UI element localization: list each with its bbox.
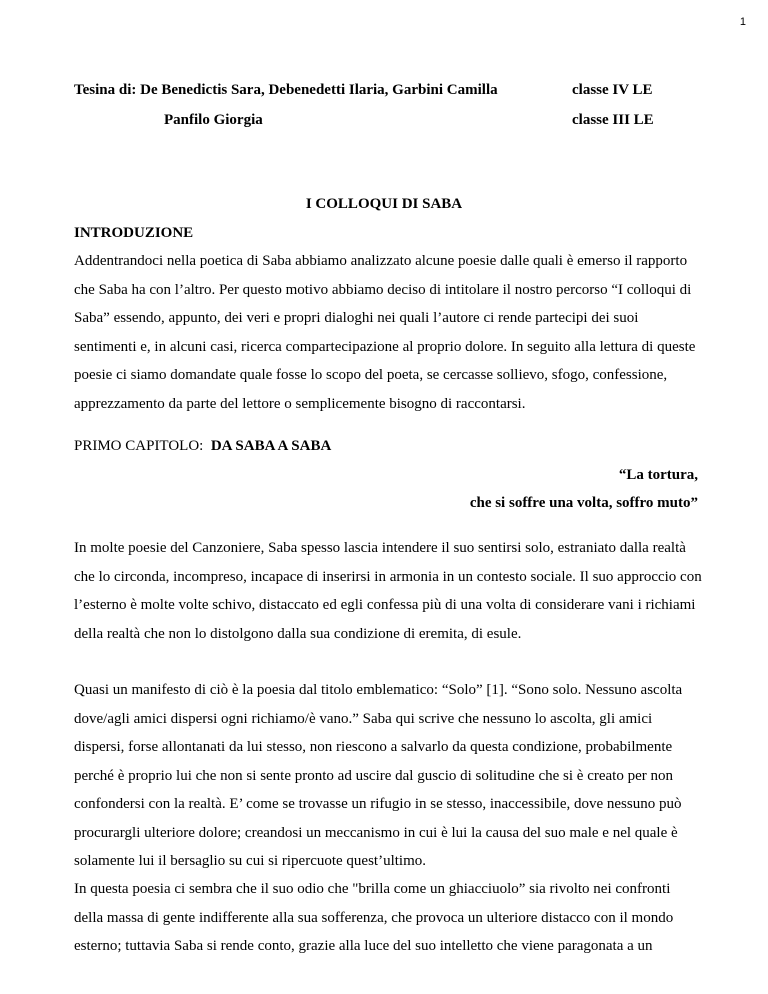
chapter-paragraph-3: In questa poesia ci sembra che il suo odio che "brilla come un ghiacciuolo” sia rivolto nei confronti della massa di gente indifferente alla sua sofferenza, che provoca un ulteriore distacco con il mondo esterno; tuttavia Saba si rende conto, grazie alla luce del suo intelletto che viene paragonata a un <box>74 881 674 954</box>
class-line-1: classe IV LE <box>572 82 653 98</box>
document-title: I COLLOQUI DI SABA <box>305 196 463 212</box>
class-line-2: classe III LE <box>572 112 654 128</box>
intro-paragraph: Addentrandoci nella poetica di Saba abbiamo analizzato alcune poesie dalle quali è emerso il rapporto che Saba ha con l’altro. Per questo motivo abbiamo deciso di intitolare il nostro percorso “I colloqui di Saba” essendo, appunto, dei veri e propri dialoghi nei quali l’autore ci rende partecipi dei suoi sentimenti e, in alcuni casi, ricerca compartecipazione al proprio dolore. In seguito alla lettura di queste poesie ci siamo domandate quale fosse lo scopo del poeta, se cercasse sollievo, sfogo, confessione, apprezzamento da parte del lettore o semplicemente bisogno di raccontarsi. <box>74 253 696 412</box>
chapter-name: DA SABA A SABA <box>210 438 332 454</box>
intro-heading: INTRODUZIONE <box>74 225 194 241</box>
epigraph-line-1: “La tortura, <box>618 467 698 483</box>
epigraph-line-2: che si soffre una volta, soffro muto” <box>469 495 698 511</box>
authors-line-1: Tesina di: De Benedictis Sara, Debenedetti Ilaria, Garbini Camilla <box>74 82 498 98</box>
chapter-heading <box>74 438 702 455</box>
chapter-label: PRIMO CAPITOLO: <box>74 438 204 454</box>
authors-line-2: Panfilo Giorgia <box>164 112 263 128</box>
chapter-paragraph-1: In molte poesie del Canzoniere, Saba spesso lascia intendere il suo sentirsi solo, estraniato dalla realtà che lo circonda, incompreso, incapace di inserirsi in armonia in un contesto sociale. Il suo approccio con l’esterno è molte volte schivo, distaccato ed egli confessa più di una volta di considerare vani i richiami della realtà che non lo distolgono dalla sua condizione di eremita, di esule. <box>74 540 702 642</box>
page-number: 1 <box>739 16 746 28</box>
chapter-paragraph-2: Quasi un manifesto di ciò è la poesia dal titolo emblematico: “Solo” [1]. “Sono solo. Nessuno ascolta dove/agli amici dispersi ogni richiamo/è vano.” Saba qui scrive che nessuno lo ascolta, gli amici dispersi, forse allontanati da lui stesso, non riescono a salvarlo da questa condizione, probabilmente perché è proprio lui che non si sente pronto ad uscire dal guscio di solitudine che si è creato per non confondersi con la realtà. E’ come se trovasse un rifugio in se stesso, inaccessibile, dove nessuno può procurargli ulteriore dolore; creandosi un meccanismo in cui è lui la causa del suo male e nel quale è solamente lui il bersaglio su cui si ripercuote quest’ultimo. <box>74 682 683 869</box>
